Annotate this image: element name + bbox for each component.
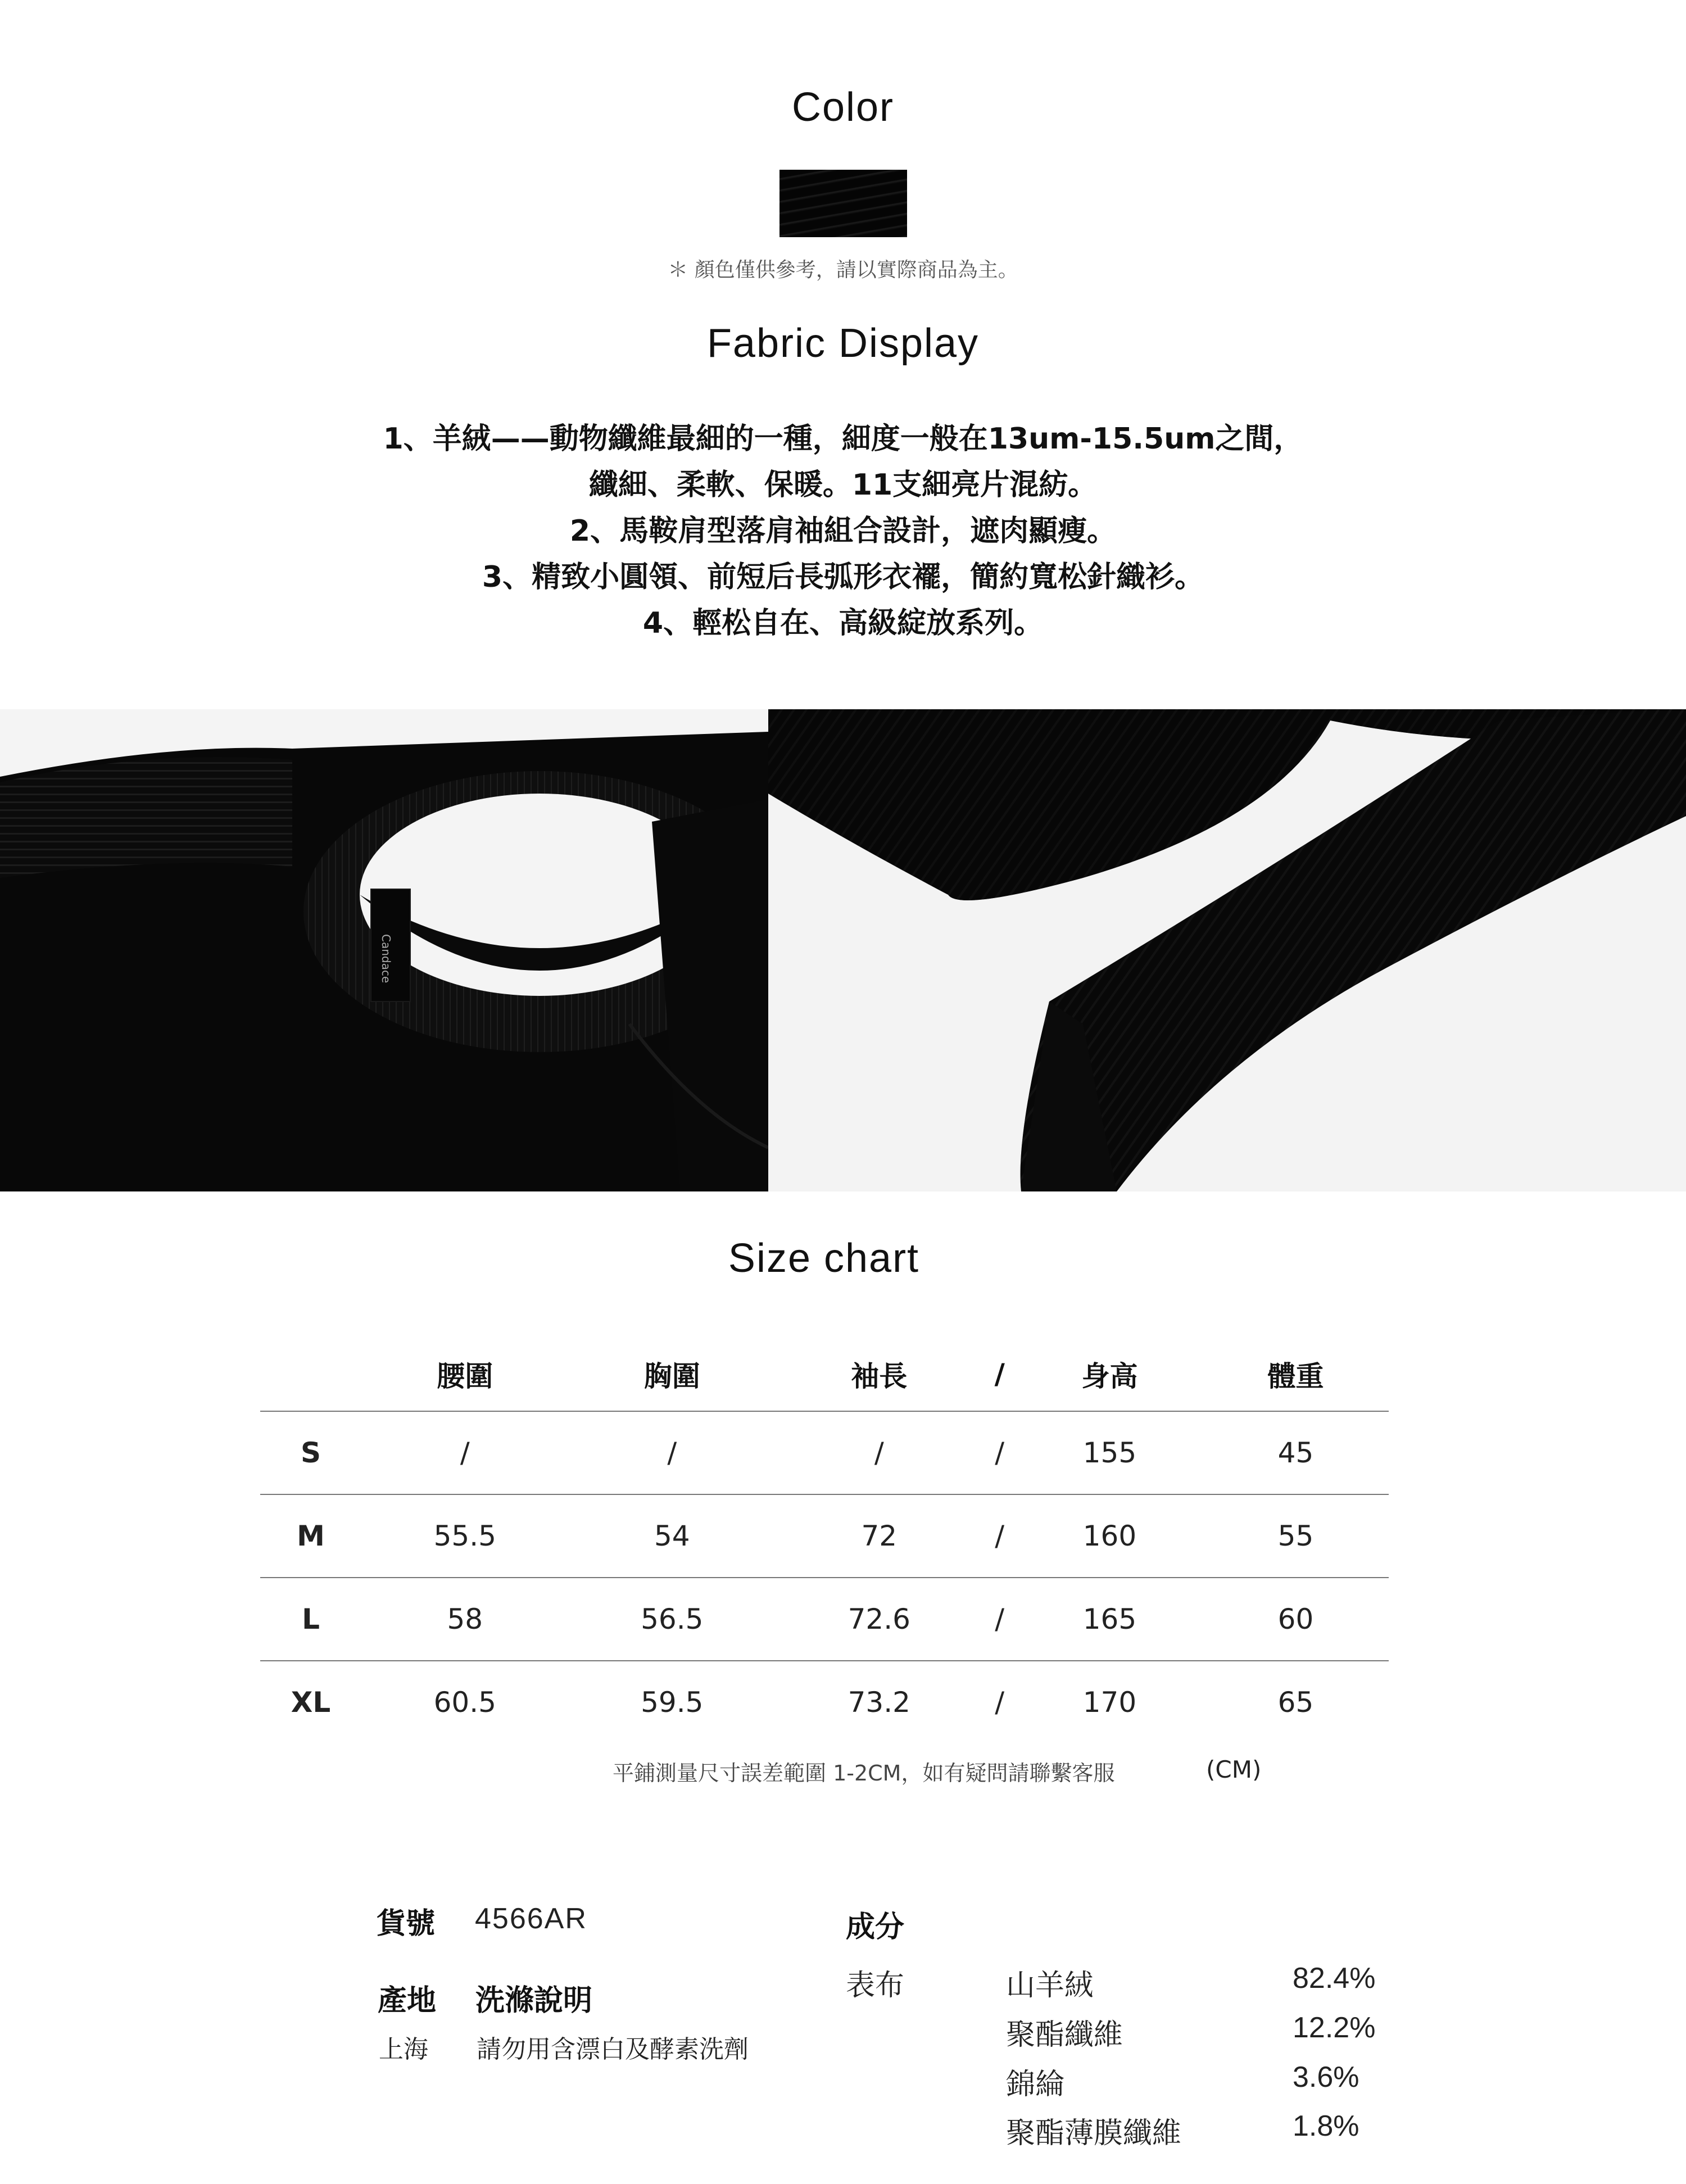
neckline-illustration bbox=[0, 709, 768, 1191]
table-cell: 73.2 bbox=[847, 1686, 910, 1719]
material-pct: 1.8% bbox=[1293, 2110, 1359, 2142]
fabric-description bbox=[0, 416, 1686, 646]
fabric-line: 4、輕松自在、高級綻放系列。 bbox=[642, 606, 1044, 640]
table-cell: 72 bbox=[776, 1494, 983, 1578]
table-row bbox=[260, 1578, 1389, 1661]
table-cell: 59.5 bbox=[641, 1686, 704, 1719]
table-cell: / bbox=[776, 1411, 983, 1494]
material-pct: 3.6% bbox=[1293, 2061, 1359, 2094]
wash-value: 請勿用含漂白及酵素洗劑 bbox=[477, 2035, 749, 2064]
header-cell: 腰圍 bbox=[361, 1338, 569, 1411]
table-cell: / bbox=[569, 1411, 776, 1494]
table-cell: / bbox=[995, 1686, 1005, 1719]
table-cell: 72.6 bbox=[776, 1578, 983, 1661]
table-cell: 170 bbox=[1082, 1686, 1137, 1719]
table-cell: / bbox=[361, 1411, 569, 1494]
neckline-photo bbox=[0, 709, 768, 1191]
size-label: M bbox=[260, 1494, 361, 1578]
header-cell: 胸圍 bbox=[569, 1338, 776, 1411]
size-label: L bbox=[260, 1578, 361, 1661]
fabric-line: 2、馬鞍肩型落肩袖組合設計，遮肉顯瘦。 bbox=[569, 514, 1117, 548]
fabric-title: Fabric Display bbox=[706, 321, 980, 366]
table-cell: 54 bbox=[569, 1494, 776, 1578]
composition-label: 成分 bbox=[846, 1910, 905, 1944]
size-chart-title: Size chart bbox=[728, 1236, 920, 1281]
material-name: 山羊絨 bbox=[1006, 1969, 1094, 2002]
fabric-line: 3、精致小圓領、前短后長弧形衣襬，簡約寬松針織衫。 bbox=[482, 560, 1204, 594]
header-cell: / bbox=[983, 1338, 1017, 1411]
sleeve-illustration bbox=[768, 709, 1686, 1191]
table-row bbox=[260, 1411, 1389, 1494]
color-swatch-black[interactable] bbox=[779, 170, 907, 237]
size-chart-unit: (CM) bbox=[1206, 1756, 1262, 1783]
header-cell bbox=[260, 1338, 361, 1411]
table-cell: 55 bbox=[1203, 1494, 1389, 1578]
origin-value: 上海 bbox=[379, 2035, 428, 2064]
header-cell: 袖長 bbox=[776, 1338, 983, 1411]
size-label: S bbox=[260, 1411, 361, 1494]
color-note: ＊ 顏色僅供參考，請以實際商品為主。 bbox=[668, 259, 1018, 282]
table-cell: 60.5 bbox=[433, 1686, 496, 1719]
color-title: Color bbox=[791, 85, 895, 130]
table-cell: / bbox=[983, 1411, 1017, 1494]
fabric-part-label: 表布 bbox=[846, 1969, 905, 2002]
table-row bbox=[260, 1494, 1389, 1578]
material-pct: 82.4% bbox=[1293, 1962, 1376, 1995]
size-table-header bbox=[260, 1338, 1389, 1411]
origin-label: 產地 bbox=[378, 1984, 437, 2018]
size-table bbox=[260, 1338, 1389, 1743]
material-name: 聚酯纖維 bbox=[1006, 2018, 1123, 2052]
size-label: XL bbox=[291, 1686, 331, 1719]
item-no-value: 4566AR bbox=[475, 1902, 587, 1935]
size-chart-note: 平鋪測量尺寸誤差範圍 1-2CM，如有疑問請聯繫客服 bbox=[613, 1761, 1115, 1786]
table-cell: 65 bbox=[1277, 1686, 1314, 1719]
table-cell: / bbox=[983, 1578, 1017, 1661]
fabric-line: 纖細、柔軟、保暖。11支細亮片混紡。 bbox=[588, 468, 1098, 502]
table-cell: 56.5 bbox=[569, 1578, 776, 1661]
table-cell: 60 bbox=[1203, 1578, 1389, 1661]
wash-label: 洗滌說明 bbox=[475, 1984, 593, 2018]
material-name: 錦綸 bbox=[1006, 2068, 1065, 2101]
fabric-line: 1、羊絨——動物纖維最細的一種，細度一般在13um-15.5um之間， bbox=[383, 422, 1303, 456]
table-cell: / bbox=[983, 1494, 1017, 1578]
material-pct: 12.2% bbox=[1293, 2011, 1376, 2044]
table-cell: 45 bbox=[1203, 1411, 1389, 1494]
sleeve-photo bbox=[768, 709, 1686, 1191]
table-cell: 155 bbox=[1017, 1411, 1203, 1494]
header-cell: 身高 bbox=[1017, 1338, 1203, 1411]
label-text: Candace bbox=[379, 934, 393, 984]
item-no-label: 貨號 bbox=[377, 1907, 436, 1941]
material-name: 聚酯薄膜纖維 bbox=[1006, 2117, 1182, 2150]
table-cell: 55.5 bbox=[361, 1494, 569, 1578]
table-row bbox=[260, 1661, 1389, 1743]
table-cell: 160 bbox=[1017, 1494, 1203, 1578]
table-cell: 58 bbox=[361, 1578, 569, 1661]
header-cell: 體重 bbox=[1203, 1338, 1389, 1411]
table-cell: 165 bbox=[1017, 1578, 1203, 1661]
